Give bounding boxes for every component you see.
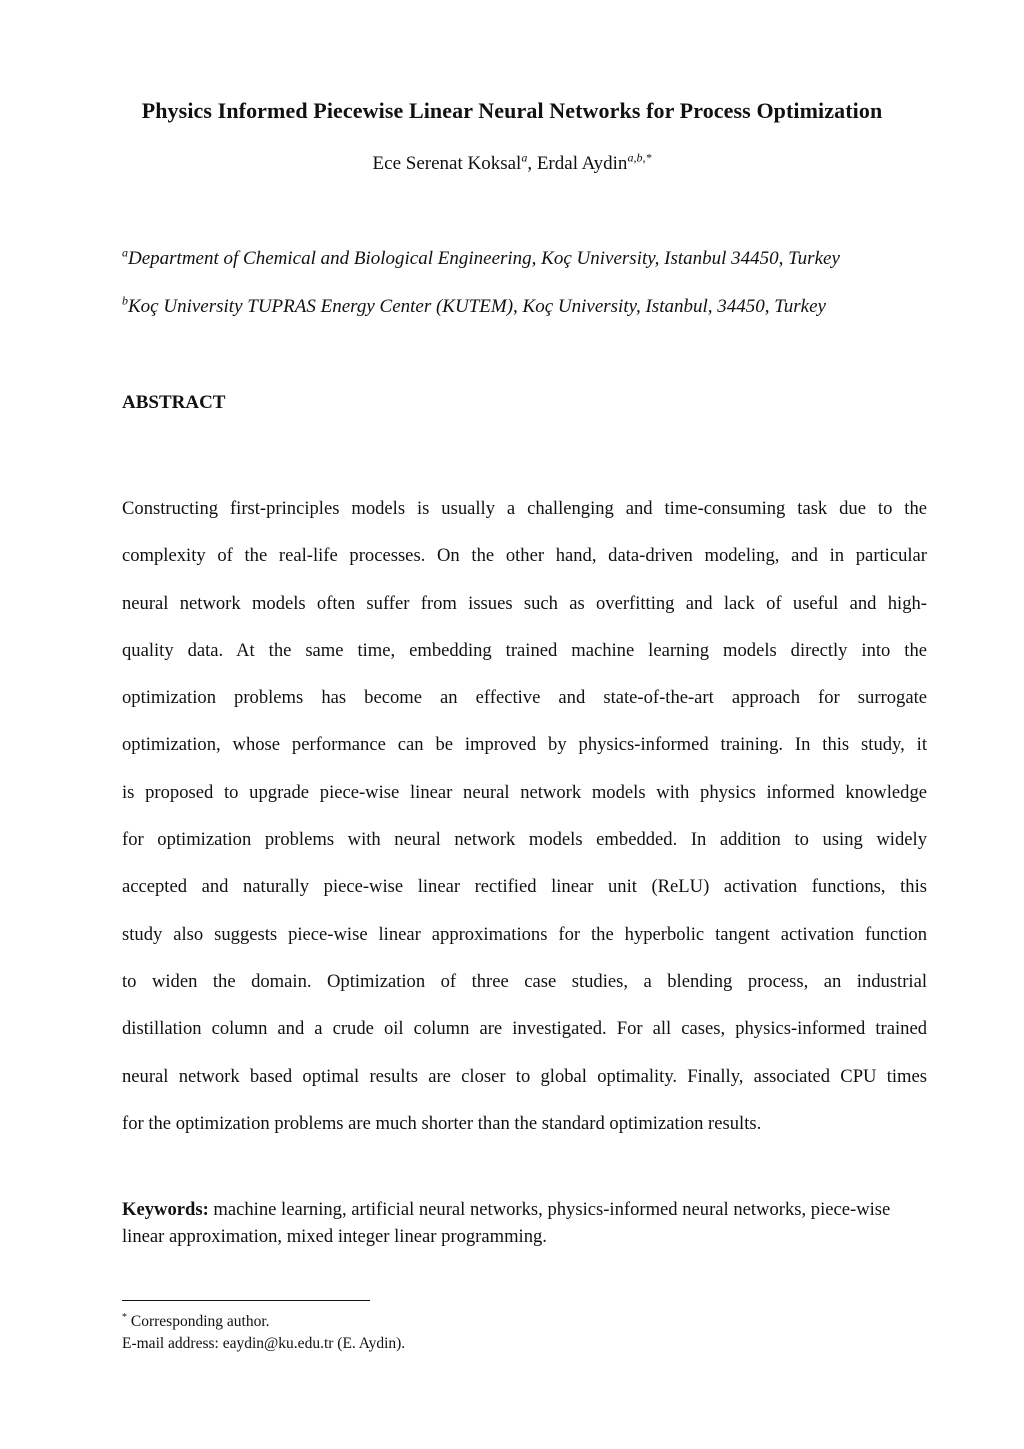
affiliation-a bbox=[122, 245, 840, 270]
abstract-line: accepted and naturally piece-wise linear rectified linear unit (ReLU) activation functions, this bbox=[122, 876, 927, 898]
author-list bbox=[0, 150, 1024, 175]
footnote-corresponding-text: Corresponding author. bbox=[127, 1313, 270, 1330]
paper-title: Physics Informed Piecewise Linear Neural Networks for Process Optimization bbox=[141, 98, 883, 123]
abstract-line: Constructing first-principles models is usually a challenging and time-consuming task due to the bbox=[122, 498, 927, 519]
footnote bbox=[122, 1311, 405, 1355]
abstract-heading: ABSTRACT bbox=[122, 392, 226, 413]
abstract-line: optimization problems has become an effective and state-of-the-art approach for surrogate bbox=[122, 687, 927, 709]
keywords-section bbox=[122, 1196, 927, 1250]
abstract-line: neural network based optimal results are closer to global optimality. Finally, associated CPU times bbox=[122, 1065, 927, 1087]
footnote-divider bbox=[122, 1300, 370, 1301]
abstract-line: study also suggests piece-wise linear approximations for the hyperbolic tangent activation function bbox=[122, 923, 927, 945]
abstract-line: to widen the domain. Optimization of three case studies, a blending process, an industrial bbox=[122, 970, 927, 992]
author-name: Erdal Aydin bbox=[536, 153, 628, 174]
affiliation-text: Department of Chemical and Biological Engineering, Koç University, Istanbul 34450, Turkey bbox=[128, 248, 840, 269]
footnote-marker: * bbox=[122, 1311, 127, 1323]
keywords-label: Keywords: bbox=[122, 1199, 209, 1220]
affiliation-marker: b bbox=[122, 293, 128, 308]
abstract-line: for the optimization problems are much shorter than the standard optimization results. bbox=[122, 1112, 762, 1134]
abstract-line: quality data. At the same time, embedding trained machine learning models directly into the bbox=[122, 639, 927, 661]
author-separator: , bbox=[527, 153, 537, 174]
author-name: Ece Serenat Koksal bbox=[372, 153, 522, 174]
abstract-line: for optimization problems with neural network models embedded. In addition to using widely bbox=[122, 829, 927, 851]
author-affiliation-marker: a bbox=[521, 150, 528, 165]
abstract-line: complexity of the real-life processes. On the other hand, data-driven modeling, and in particular bbox=[122, 545, 927, 567]
footnote-corresponding bbox=[122, 1311, 405, 1333]
abstract-line: distillation column and a crude oil column are investigated. For all cases, physics-informed trained bbox=[122, 1018, 927, 1040]
affiliation-b bbox=[122, 293, 826, 318]
affiliation-text: Koç University TUPRAS Energy Center (KUTEM), Koç University, Istanbul, 34450, Turkey bbox=[128, 296, 826, 317]
affiliation-marker: a bbox=[122, 245, 128, 260]
abstract-line: neural network models often suffer from issues such as overfitting and lack of useful and high- bbox=[122, 592, 927, 614]
abstract-line: is proposed to upgrade piece-wise linear neural network models with physics informed knowledge bbox=[122, 781, 927, 803]
author-affiliation-marker: a,b,* bbox=[627, 150, 652, 165]
keywords-text: machine learning, artificial neural networks, physics-informed neural networks, piece-wise linear approximation, mixed integer linear programming. bbox=[122, 1199, 891, 1247]
abstract-body bbox=[122, 485, 927, 1147]
footnote-email: E-mail address: eaydin@ku.edu.tr (E. Aydin). bbox=[122, 1335, 406, 1352]
abstract-line: optimization, whose performance can be improved by physics-informed training. In this study, it bbox=[122, 734, 927, 756]
